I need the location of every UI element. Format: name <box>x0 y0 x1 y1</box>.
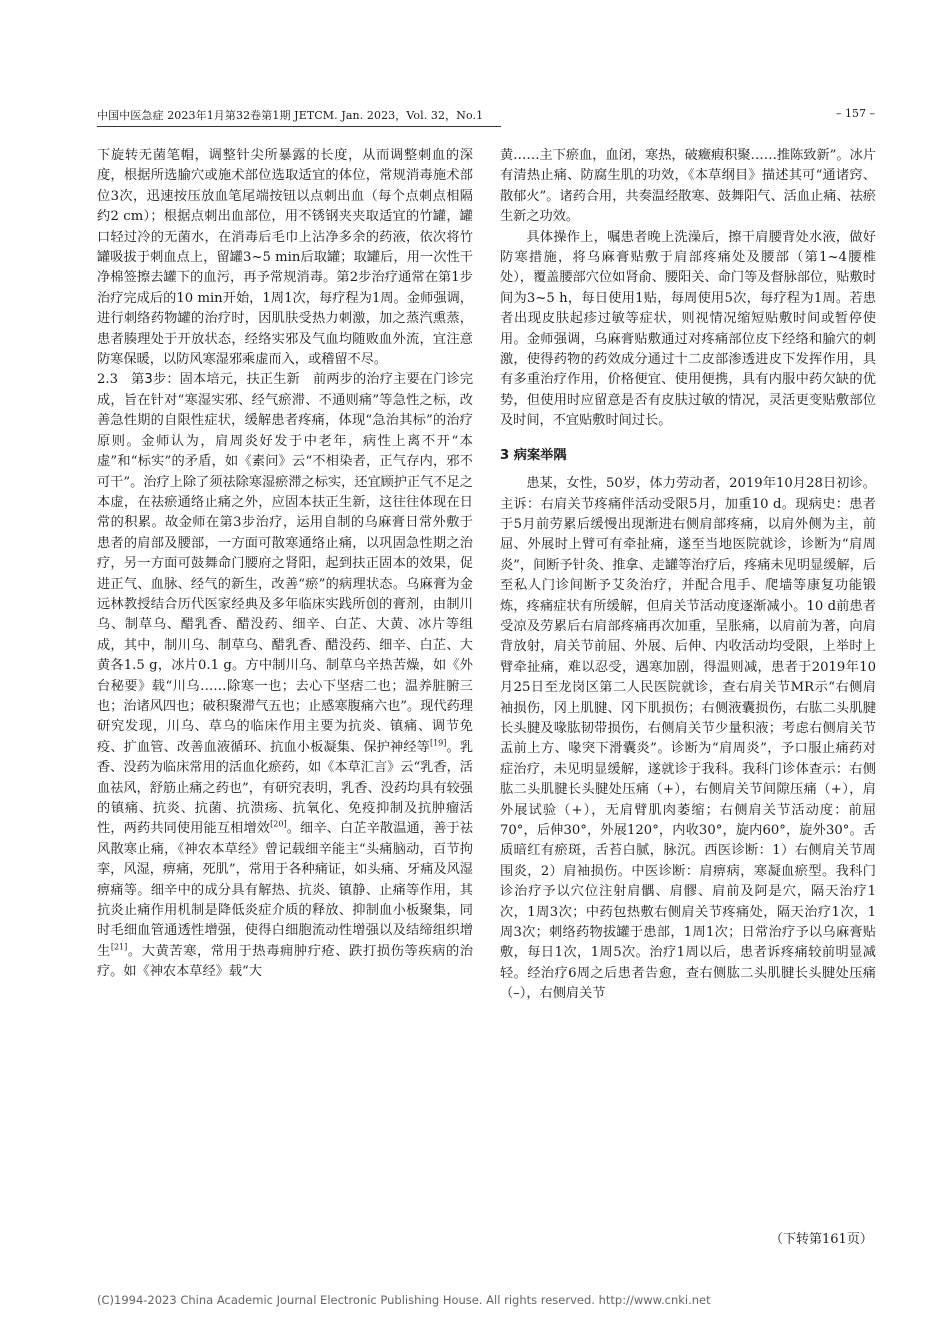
citation-ref: [19] <box>429 738 447 748</box>
paragraph-text: 。大黄苦寒，常用于热毒痈肿疔疮、跌打损伤等疾病的治疗。如《神农本草经》载“大 <box>97 943 474 980</box>
citation-ref: [21] <box>110 942 128 952</box>
paragraph: 具体操作上，嘱患者晚上洗澡后，擦干肩腰背处水液，做好防寒措施，将乌麻膏贴敷于肩部疼痛处及腰部（第1~4腰椎处），覆盖腰部穴位如肾俞、腰阳关、命门等及督脉部位，贴敷时间为3~5 h，每日使用1贴，每周使用5次，每疗程为1周。若患者出现皮肤起疹过敏等症状，则视情况缩短贴敷时间或暂停使用。金师强调，乌麻膏贴敷通过对疼痛部位皮下经络和腧穴的刺激，使得药物的药效成分通过十二皮部渗透进皮下发挥作用，具有多重治疗作用，价格便宜、使用便携，具有内服中药欠缺的优势，但使用时应留意是否有皮肤过敏的情况，灵活更变贴敷部位及时间，不宜贴敷时间过长。 <box>500 229 876 429</box>
header-rule <box>97 126 501 127</box>
page-number: – 157 – <box>836 107 875 120</box>
subsection-text: 前两步的治疗主要在门诊完成，旨在针对“寒湿实邪、经气瘀滞、不通则痛”等急性之标，改善急性期的自限性症状，缓解患者疼痛，体现“急治其标”的治疗原则。金师认为，肩周炎好发于中老年，病性上离不开“本虚”和“标实”的矛盾，如《素问》云“不相染者，正气存内，邪不可干”。治疗上除了须祛除寒湿瘀滞之标实，还宜顾护正气不足之本虚，在祛瘀通络止痛之外，应固本扶正生新，这往往体现在日常的积累。故金师在第3步治疗，运用自制的乌麻膏日常外敷于患者的肩部及腰部，一方面可散寒通络止痛，以巩固急性期之治疗，另一方面可鼓舞命门腰府之肾阳，起到扶正固本的效果，促进正气、血脉、经气的新生，改善“瘀”的病理状态。乌麻膏为金远林教授结合历代医家经典及多年临床实践所创的膏剂，由制川乌、制草乌、醋乳香、醋没药、细辛、白芷、大黄、冰片等组成，其中，制川乌、制草乌、醋乳香、醋没药、细辛、白芷、大黄各1.5 g，冰片0.1 g。方中制川乌、制草乌辛热苦燥，如《外台秘要》载“川乌……除寒一也；去心下坚痞二也；温养脏腑三也；治诸风四也；破积聚滞气五也；止感寒腹痛六也”。现代药理研究发现，川乌、草乌的临床作用主要为抗炎、镇痛、调节免疫、扩血管、改善血液循环、抗血小板凝集、保护神经等 <box>97 372 474 755</box>
continued-note: （下转第161页） <box>770 1232 873 1247</box>
copyright-footer: (C)1994-2023 China Academic Journal Electronic Publishing House. All rights reserved. http://www.cnki.net <box>97 1293 711 1307</box>
section-heading: 3 病案举隅 <box>500 447 567 463</box>
paragraph: 黄……主下瘀血，血闭，寒热，破癥瘕积聚……推陈致新”。冰片有清热止痛、防腐生肌的功效，《本草纲目》描述其可“通诸窍、散郁火”。诸药合用，共奏温经散寒、鼓舞阳气、活血止痛、祛瘀生新之功效。 <box>500 148 876 225</box>
subsection-paragraph <box>97 370 473 982</box>
left-column <box>97 146 473 983</box>
paragraph-text: 。细辛、白芷辛散温通，善于祛风散寒止痛，《神农本草经》曾记载细辛能主“头痛脑动，百节拘挛，风湿，痹痛，死肌”，常用于各种痛证，如头痛、牙痛及风湿痹痛等。细辛中的成分具有解热、抗炎、镇静、止痛等作用，其抗炎止痛作用机制是降低炎症介质的释放、抑制血小板聚集，同时毛细血管通透性增强，使得白细胞流动性增强以及结缔组织增生 <box>97 821 474 959</box>
right-column <box>500 146 876 1005</box>
journal-citation: 中国中医急症 2023年1月第32卷第1期 JETCM. Jan. 2023，Vol. 32，No.1 <box>97 109 484 122</box>
citation-ref: [20] <box>270 820 287 830</box>
paragraph: 下旋转无菌笔帽，调整针尖所暴露的长度，从而调整刺血的深度，根据所选腧穴或施术部位选取适宜的体位，常规消毒施术部位3次，迅速按压放血笔尾端按钮以点刺出血（每个点刺点相隔约2 cm）；根据点刺出血部位，用不锈钢夹夹取适宜的竹罐，罐口轻过冷的无菌水，在消毒后毛巾上沾净多余的药液，依次将竹罐吸拔于刺血点上，留罐3~5 min后取罐；取罐后，用一次性干净棉签擦去罐下的血污，再予常规消毒。第2步治疗通常在第1步治疗完成后的10 min开始，1周1次，每疗程为1周。金师强调，进行刺络药物罐的治疗时，因肌肤受热力刺激，加之蒸汽熏蒸，患者腠理处于开放状态，经络实邪及气血均随败血外流，宜注意防寒保暖，以防风寒湿邪乘虚而入，或稽留不尽。 <box>97 148 473 368</box>
subsection-number: 2.3 <box>97 372 118 388</box>
paragraph-text: 。乳香、没药为临床常用的活血化瘀药，如《本草汇言》云“乳香，活血祛风，舒筋止痛之药也”，有研究表明，乳香、没药均具有较强的镇痛、抗炎、抗菌、抗溃疡、抗氧化、免疫抑制及抗肿瘤活性，两药共同使用能互相增效 <box>97 739 474 837</box>
paragraph: 患某，女性，50岁，体力劳动者，2019年10月28日初诊。主诉：右肩关节疼痛伴活动受限5月，加重10 d。现病史：患者于5月前劳累后缓慢出现渐进右侧肩部疼痛，以肩外侧为主，前屈、外展时上臂可有牵扯痛，遂至当地医院就诊，诊断为“肩周炎”，间断予针灸、推拿、走罐等治疗后，疼痛未见明显缓解，后至私人门诊间断予艾灸治疗，并配合甩手、爬墙等康复功能锻炼，疼痛症状有所缓解，但肩关节活动度逐渐减小。10 d前患者受凉及劳累后右肩部疼痛再次加重，呈胀痛，以肩前为著，向肩背放射，肩关节前屈、外展、后伸、内收活动均受限，上举时上臂牵扯痛，难以忍受，遇寒加剧，得温则减，患者于2019年10月25日至龙岗区第二人民医院就诊，查右肩关节MR示“右侧肩袖损伤，冈上肌腱、冈下肌损伤；右侧液囊损伤，右肱二头肌腱长头腱及喙肱韧带损伤，右侧肩关节少量积液；考虑右侧肩关节盂前上方、喙突下滑囊炎”。诊断为“肩周炎”，予口服止痛药对症治疗，未见明显缓解，遂就诊于我科。我科门诊体查示：右侧肱二头肌腱长头腱处压痛（+），右侧肩关节间隙压痛（+），肩外展试验（+），无肩臂肌肉萎缩；右侧肩关节活动度：前屈70°，后伸30°，外展120°，内收30°，旋内60°，旋外30°。舌质暗红有瘀斑，舌苔白腻，脉沉。西医诊断：1）右侧肩关节周围炎，2）肩袖损伤。中医诊断：肩痹病，寒凝血瘀型。我科门诊治疗予以穴位注射肩髃、肩髎、肩前及阿是穴，隔天治疗1次，1周3次；中药包热敷右侧肩关节疼痛处，隔天治疗1次，1周3次；刺络药物拔罐于患部，1周1次；日常治疗予以乌麻膏贴敷，每日1次，1周5次。治疗1周以后，患者诉疼痛较前明显减轻。经治疗6周之后患者告愈，查右侧肱二头肌腱长头腱处压痛（–），右侧肩关节 <box>500 476 876 1002</box>
subsection-title: 第3步：固本培元，扶正生新 <box>131 372 300 388</box>
